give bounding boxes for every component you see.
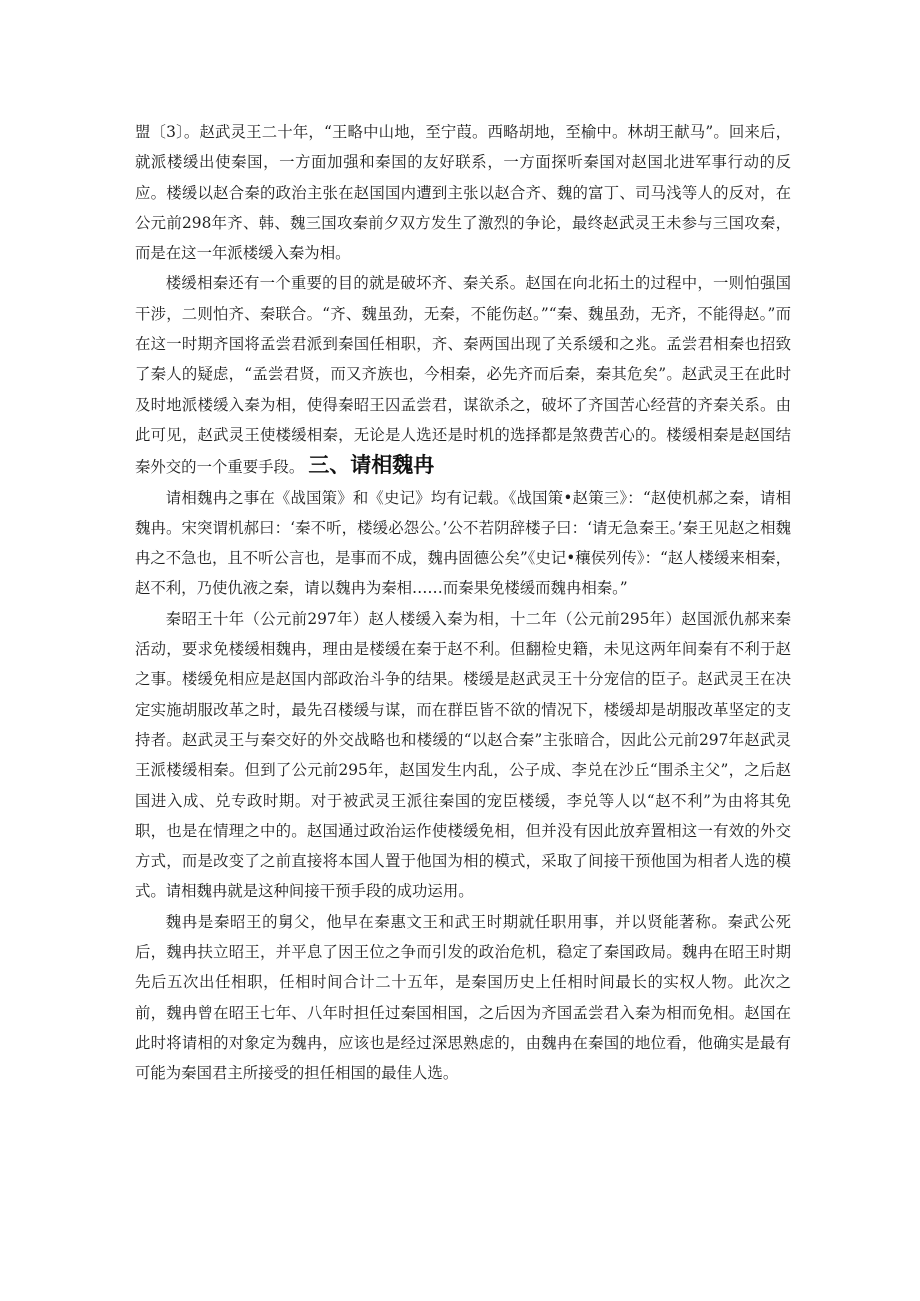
paragraph-2-text: 楼缓相秦还有一个重要的目的就是破坏齐、秦关系。赵国在向北拓土的过程中，一则怕强国干涉，二则怕齐、秦联合。“齐、魏虽劲，无秦，不能伤赵。”“秦、魏虽劲，无齐，不能得赵。”而在这一时期齐国将孟尝君派到秦国任相职，齐、秦两国出现了关系缓和之兆。孟尝君相秦也招致了秦人的疑虑，“孟尝君贤，而又齐族也，今相秦，必先齐而后秦，秦其危矣”。赵武灵王在此时及时地派楼缓入秦为相，使得秦昭王囚孟尝君，谋欲杀之，破坏了齐国苦心经营的齐秦关系。由此可见，赵武灵王使楼缓相秦，无论是人选还是时机的选择都是煞费苦心的。楼缓相秦是赵国结秦外交的一个重要手段。 xyxy=(135,274,791,477)
section-heading: 三、请相魏冉 xyxy=(308,453,435,478)
paragraph-2 xyxy=(135,268,791,482)
paragraph-4: 秦昭王十年（公元前297年）赵人楼缓入秦为相，十二年（公元前295年）赵国派仇郝来秦活动，要求免楼缓相魏冉，理由是楼缓在秦于赵不利。但翻检史籍，未见这两年间秦有不利于赵之事。楼缓免相应是赵国内部政治斗争的结果。楼缓是赵武灵王十分宠信的臣子。赵武灵王在决定实施胡服改革之时，最先召楼缓与谋，而在群臣皆不欲的情况下，楼缓却是胡服改革坚定的支持者。赵武灵王与秦交好的外交战略也和楼缓的“以赵合秦”主张暗合，因此公元前297年赵武灵王派楼缓相秦。但到了公元前295年，赵国发生内乱，公子成、李兑在沙丘“围杀主父”，之后赵国进入成、兑专政时期。对于被武灵王派往秦国的宠臣楼缓，李兑等人以“赵不利”为由将其免职，也是在情理之中的。赵国通过政治运作使楼缓免相，但并没有因此放弃置相这一有效的外交方式，而是改变了之前直接将本国人置于他国为相的模式，采取了间接干预他国为相者人选的模式。请相魏冉就是这种间接干预手段的成功运用。 xyxy=(135,609,791,901)
paragraph-3: 请相魏冉之事在《战国策》和《史记》均有记载。《战国策•赵策三》：“赵使机郝之秦，请相魏冉。宋突谓机郝曰：‘秦不听，楼缓必怨公。’公不若阴辞楼子曰：‘请无急秦王。’秦王见赵之相魏冉之不急也，且不听公言也，是事而不成，魏冉固德公矣”《史记•穰侯列传》：“赵人楼缓来相秦，赵不利，乃使仇液之秦，请以魏冉为秦相……而秦果免楼缓而魏冉相秦。” xyxy=(135,488,791,598)
paragraph-1: 盟〔3〕。赵武灵王二十年，“王略中山地，至宁葭。西略胡地，至榆中。林胡王献马”。回来后，就派楼缓出使秦国，一方面加强和秦国的友好联系，一方面探听秦国对赵国北进军事行动的反应。楼缓以赵合秦的政治主张在赵国国内遭到主张以赵合齐、魏的富丁、司马浅等人的反对，在公元前298年齐、韩、魏三国攻秦前夕双方发生了激烈的争论，最终赵武灵王未参与三国攻秦，而是在这一年派楼缓入秦为相。 xyxy=(135,123,791,263)
document-body xyxy=(135,117,791,1089)
paragraph-5: 魏冉是秦昭王的舅父，他早在秦惠文王和武王时期就任职用事，并以贤能著称。秦武公死后，魏冉扶立昭王，并平息了因王位之争而引发的政治危机，稳定了秦国政局。魏冉在昭王时期先后五次出任相职，任相时间合计二十五年，是秦国历史上任相时间最长的实权人物。此次之前，魏冉曾在昭王七年、八年时担任过秦国相国，之后因为齐国孟尝君入秦为相而免相。赵国在此时将请相的对象定为魏冉，应该也是经过深思熟虑的，由魏冉在秦国的地位看，他确实是最有可能为秦国君主所接受的担任相国的最佳人选。 xyxy=(135,912,791,1083)
